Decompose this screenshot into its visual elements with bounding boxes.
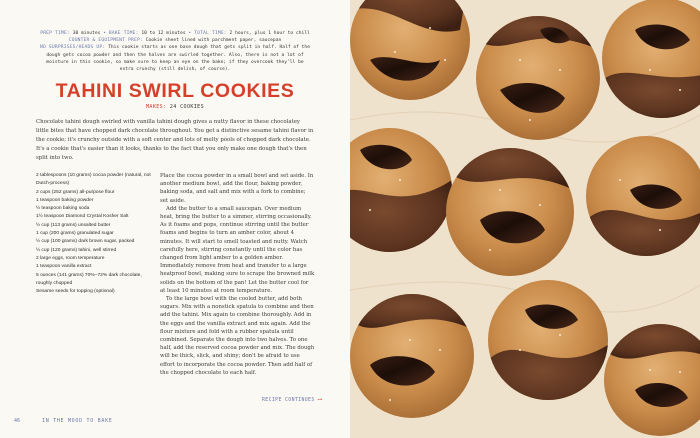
method-paragraph: To the large bowl with the cooled butter, add both sugars. Mix with a nonstick spatula to combine and then add the tahini. Mix again to combine thoroughly. Add in the eggs and the vanilla extract and mix again. Add the flour mixture and fold with a rubber spatula until combined. Separate the dough into two halves. To one half, add the reserved cocoa powder and mix. The dough will be thick, slick, and shiny; don't be afraid to use effort to incorporate the cocoa powder. Then add half of the chopped chocolate to each half. (160, 296, 315, 376)
ingredient-item: 1 cup (200 grams) granulated sugar (36, 231, 114, 237)
ingredient-item: 1 teaspoon vanilla extract (36, 264, 92, 270)
method-paragraph: Add the butter to a small saucepan. Over medium heat, bring the butter to a simmer, stirring occasionally. As it foams and pops, continue stirring until the butter foams and begins to turn an amber color, about 4 minutes. It will start to smell toasted and nutty. Watch carefully here, stirring constantly until the color has changed from light amber to a golden amber. Immediately remove from heat and transfer to a large heatproof bowl, making sure to scrape the browned milk solids on the bottom of the pan! Let the butter cool for at least 10 minutes at room temperature. (160, 205, 315, 294)
bake-value: 10 to 12 minutes (141, 31, 186, 36)
cookies-photo (350, 0, 700, 438)
yield (0, 104, 350, 110)
counter-label: COUNTER & EQUIPMENT PREP: (68, 38, 143, 44)
continues-label: RECIPE CONTINUES (262, 398, 315, 403)
equipment-line (40, 37, 310, 44)
ingredient-item: 5 ounces (141 grams) 70%–72% dark chocolate, roughly chopped (36, 272, 142, 286)
recipe-intro: Chocolate tahini dough swirled with vanilla tahini dough gives a nutty flavor in these chocolatey little bites that have chopped dark chocolate throughout. You get a distinctive sesame tahini flavor in the cookie; it's crunchy outside with a soft center and lots of melty pools of chopped dark chocolate. It's a cookie that's easier than it looks, thanks to the fact that you only make one dough that's then split into two. (36, 119, 314, 161)
ingredient-item: ½ teaspoon baking soda (36, 206, 90, 212)
prep-value: 30 minutes (72, 31, 101, 36)
ingredient-item: 1½ teaspoon Diamond Crystal Kosher Salt (36, 214, 129, 220)
ingredient-item: ½ cup (100 grams) dark brown sugar, packed (36, 239, 135, 245)
arrow-right-icon: ⟶ (317, 396, 322, 403)
ingredient-list (36, 172, 156, 296)
counter-value: Cookie sheet lined with parchment paper, saucepan (145, 38, 282, 44)
recipe-title: TAHINI SWIRL COOKIES (55, 80, 295, 102)
running-title: IN THE MOOD TO BAKE (42, 418, 113, 424)
surprises-value: This cookie starts as one base dough that gets split in half. Half of the dough gets cocoa powder and then the halves are swirled together. Also, there is not a lot of moisture in this cookie, so make sure to keep an eye on the bake; if they overcook they'll be extra crunchy (still delish, of course). (46, 45, 310, 73)
makes-label: MAKES: (146, 104, 167, 110)
recipe-meta (40, 30, 310, 73)
makes-value: 24 COOKIES (169, 104, 204, 110)
heads-up-paragraph (40, 44, 310, 73)
time-line: PREP TIME: 30 minutes • BAKE TIME: 10 to 12 minutes • TOTAL TIME: 2 hours, plus 1 hour to chill (40, 31, 310, 36)
ingredient-item: 2 tablespoons (10 grams) cocoa powder (natural, not Dutch-process) (36, 173, 151, 187)
bake-label: BAKE TIME: (108, 31, 139, 36)
ingredient-item: ½ cup (113 grams) unsalted butter (36, 222, 111, 228)
surprises-label: NO SURPRISES/HEADS UP: (40, 45, 106, 51)
total-value: 2 hours, plus 1 hour to chill (229, 31, 310, 36)
ingredient-item: ½ cup (120 grams) tahini, well stirred (36, 247, 117, 253)
recipe-continues[interactable] (262, 396, 322, 403)
ingredient-item: 2 large eggs, room temperature (36, 255, 105, 261)
method-paragraph: Place the cocoa powder in a small bowl and set aside. In another medium bowl, add the flour, baking powder, baking soda, and salt and mix with a fork to combine; set aside. (160, 173, 314, 204)
prep-label: PREP TIME: (40, 31, 70, 36)
ingredient-item: 2 cups (252 grams) all-purpose flour (36, 189, 115, 195)
total-label: TOTAL TIME: (194, 31, 227, 36)
ingredient-item: 1 teaspoon baking powder (36, 197, 94, 203)
ingredient-item: Sesame seeds for topping (optional) (36, 289, 115, 295)
method-steps (160, 172, 315, 377)
cookies-illustration (350, 0, 700, 438)
page-number: 46 (14, 418, 21, 424)
